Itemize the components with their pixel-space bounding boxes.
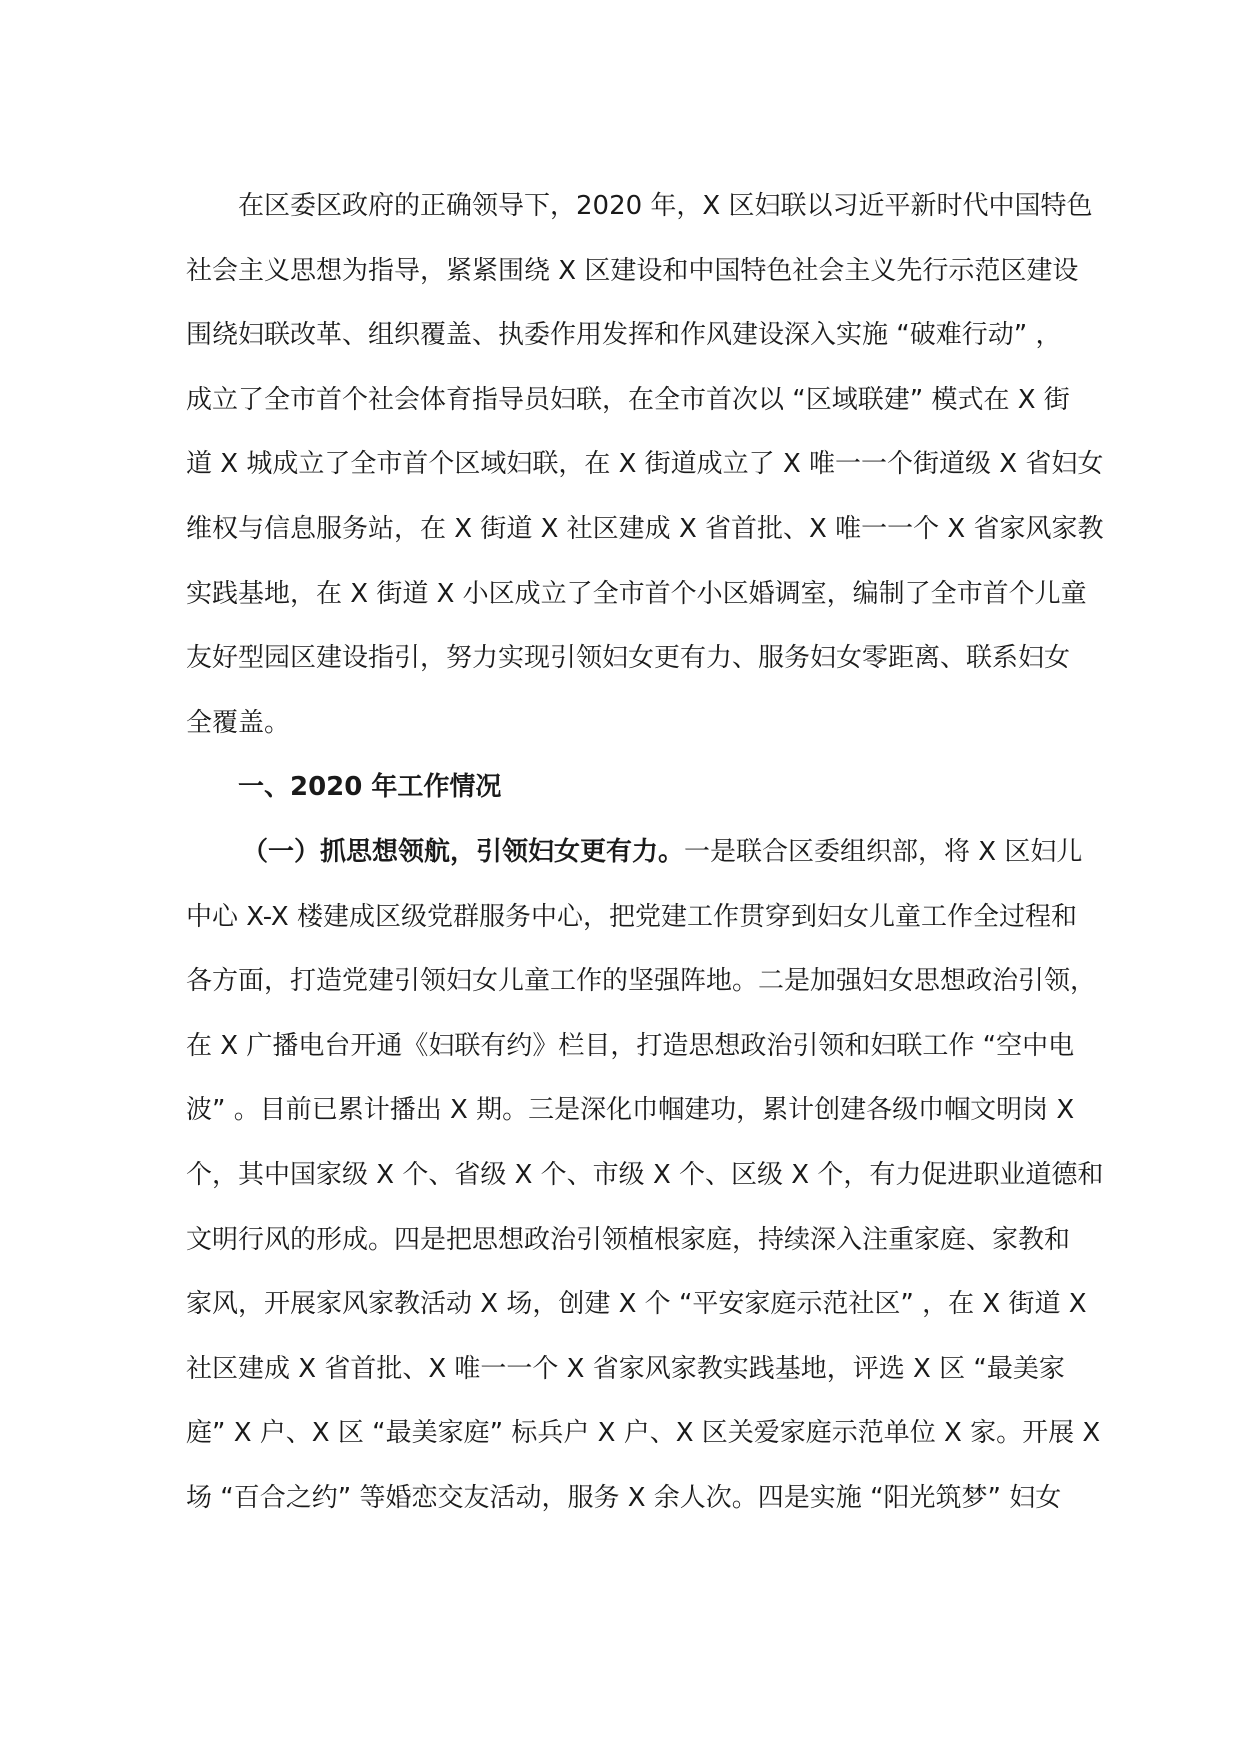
paragraph-line: 文明行风的形成。四是把思想政治引领植根家庭，持续深入注重家庭、家教和 — [186, 1224, 1071, 1255]
paragraph-line: 全覆盖。 — [186, 707, 291, 738]
paragraph-line: 围绕妇联改革、组织覆盖、执委作用发挥和作风建设深入实施 “破难行动” ， — [186, 320, 1062, 351]
section-heading: 一、2020 年工作情况 — [238, 772, 502, 803]
paragraph-line: 家风，开展家风家教活动 X 场，创建 X 个 “平安家庭示范社区” ，在 X 街道 X — [186, 1289, 1087, 1320]
subsection-text: 一是联合区委组织部，将 X 区妇儿 — [684, 836, 1083, 867]
paragraph-line: 波” 。目前已累计播出 X 期。三是深化巾帼建功，累计创建各级巾帼文明岗 X — [186, 1095, 1075, 1126]
paragraph-line: 维权与信息服务站，在 X 街道 X 社区建成 X 省首批、X 唯一一个 X 省家风家教 — [186, 513, 1104, 544]
subsection-first-line — [186, 820, 1083, 885]
paragraph-line: 在区委区政府的正确领导下，2020 年，X 区妇联以习近平新时代中国特色 — [238, 191, 1093, 221]
paragraph-line: 个，其中国家级 X 个、省级 X 个、市级 X 个、区级 X 个，有力促进职业道德和 — [186, 1159, 1104, 1190]
paragraph-line: 社会主义思想为指导，紧紧围绕 X 区建设和中国特色社会主义先行示范区建设 — [186, 255, 1079, 286]
paragraph-line: 场 “百合之约” 等婚恋交友活动，服务 X 余人次。四是实施 “阳光筑梦” 妇女 — [186, 1482, 1062, 1513]
paragraph-line: 在 X 广播电台开通《妇联有约》栏目，打造思想政治引领和妇联工作 “空中电 — [186, 1030, 1075, 1061]
paragraph-line: 成立了全市首个社会体育指导员妇联，在全市首次以 “区域联建” 模式在 X 街 — [186, 384, 1070, 415]
paragraph-line: 实践基地，在 X 街道 X 小区成立了全市首个小区婚调室，编制了全市首个儿童 — [186, 578, 1087, 609]
paragraph-line: 友好型园区建设指引，努力实现引领妇女更有力、服务妇女零距离、联系妇女 — [186, 643, 1071, 674]
paragraph-line: 中心 X-X 楼建成区级党群服务中心，把党建工作贯穿到妇女儿童工作全过程和 — [186, 901, 1077, 932]
subsection-heading: （一）抓思想领航，引领妇女更有力。 — [242, 836, 685, 867]
paragraph-line: 社区建成 X 省首批、X 唯一一个 X 省家风家教实践基地，评选 X 区 “最美家 — [186, 1353, 1065, 1384]
paragraph-line: 庭” X 户、X 区 “最美家庭” 标兵户 X 户、X 区关爱家庭示范单位 X 家。开展 X — [186, 1418, 1101, 1449]
paragraph-line: 道 X 城成立了全市首个区域妇联，在 X 街道成立了 X 唯一一个街道级 X 省妇女 — [186, 449, 1104, 480]
document-body — [186, 174, 1104, 1530]
paragraph-line: 各方面，打造党建引领妇女儿童工作的坚强阵地。二是加强妇女思想政治引领， — [186, 966, 1097, 997]
